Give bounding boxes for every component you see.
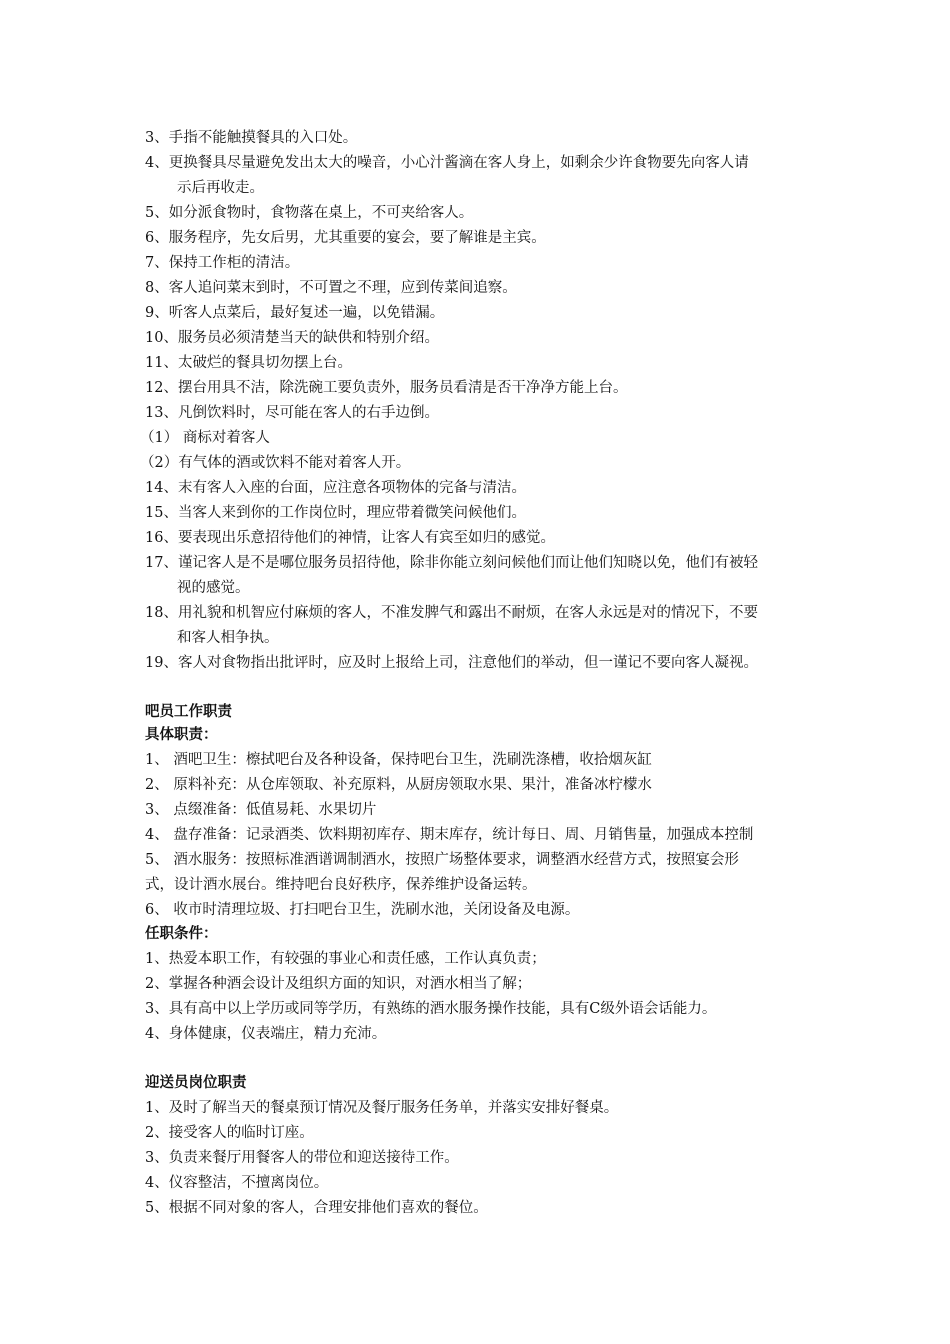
bar-requirement-4: 4、身体健康，仪表端庄，精力充沛。 xyxy=(145,1026,387,1042)
rule-item-14: 14、末有客人入座的台面，应注意各项物体的完备与清洁。 xyxy=(145,480,526,496)
rule-item-10: 10、服务员必须清楚当天的缺供和特别介绍。 xyxy=(145,330,439,346)
rule-item-4: 4、更换餐具尽量避免发出太大的噪音，小心汁酱滴在客人身上，如剩余少许食物要先向客人请 xyxy=(145,155,749,171)
rule-item-3: 3、手指不能触摸餐具的入口处。 xyxy=(145,130,358,146)
bar-duty-5-continued: 式，设计酒水展台。维持吧台良好秩序，保养维护设备运转。 xyxy=(145,877,537,893)
bar-duties-heading: 具体职责： xyxy=(145,727,218,743)
bar-requirement-2: 2、掌握各种酒会设计及组织方面的知识，对酒水相当了解； xyxy=(145,976,532,992)
greeter-item-2: 2、接受客人的临时订座。 xyxy=(145,1125,314,1141)
rule-item-9: 9、听客人点菜后，最好复述一遍，以免错漏。 xyxy=(145,305,445,321)
bar-duty-1: 1、 酒吧卫生：檫拭吧台及各种设备，保持吧台卫生，洗刷洗涤槽，收拾烟灰缸 xyxy=(145,752,652,768)
bar-requirement-3: 3、具有高中以上学历或同等学历，有熟练的酒水服务操作技能，具有C级外语会话能力。 xyxy=(145,1001,717,1017)
rule-item-18: 18、用礼貌和机智应付麻烦的客人，不准发脾气和露出不耐烦，在客人永远是对的情况下，不要 xyxy=(145,605,758,621)
rule-item-4-continued: 示后再收走。 xyxy=(177,180,264,196)
bar-duty-2: 2、 原料补充：从仓库领取、补充原料，从厨房领取水果、果汁，准备冰柠檬水 xyxy=(145,777,652,793)
greeter-item-5: 5、根据不同对象的客人，合理安排他们喜欢的餐位。 xyxy=(145,1200,488,1216)
rule-item-12: 12、摆台用具不洁，除洗碗工要负责外，服务员看清是否干净净方能上台。 xyxy=(145,380,628,396)
rule-item-15: 15、当客人来到你的工作岗位时，理应带着微笑问候他们。 xyxy=(145,505,526,521)
bar-duty-5: 5、 酒水服务：按照标准酒谱调制酒水，按照广场整体要求，调整酒水经营方式，按照宴会形 xyxy=(145,852,739,868)
bar-section-title: 吧员工作职责 xyxy=(145,704,232,720)
greeter-item-3: 3、负责来餐厅用餐客人的带位和迎送接待工作。 xyxy=(145,1150,459,1166)
bar-duty-4: 4、 盘存准备：记录酒类、饮料期初库存、期末库存，统计每日、周、月销售量，加强成本控制 xyxy=(145,827,754,843)
rule-item-19: 19、客人对食物指出批评时，应及时上报给上司，注意他们的举动，但一谨记不要向客人凝视。 xyxy=(145,655,758,671)
greeter-section-title: 迎送员岗位职责 xyxy=(145,1075,247,1091)
rule-item-17-continued: 视的感觉。 xyxy=(177,580,250,596)
rule-item-13-sub-2: （2）有气体的酒或饮料不能对着客人开。 xyxy=(140,455,411,471)
rule-item-18-continued: 和客人相争执。 xyxy=(177,630,279,646)
bar-requirement-1: 1、热爱本职工作，有较强的事业心和责任感，工作认真负责； xyxy=(145,951,546,967)
bar-duty-3: 3、 点缀准备：低值易耗、水果切片 xyxy=(145,802,377,818)
greeter-item-1: 1、及时了解当天的餐桌预订情况及餐厅服务任务单，并落实安排好餐桌。 xyxy=(145,1100,619,1116)
rule-item-13: 13、凡倒饮料时，尽可能在客人的右手边倒。 xyxy=(145,405,439,421)
rule-item-13-sub-1: （1） 商标对着客人 xyxy=(140,430,270,446)
rule-item-16: 16、要表现出乐意招待他们的神情，让客人有宾至如归的感觉。 xyxy=(145,530,555,546)
rule-item-7: 7、保持工作柜的清洁。 xyxy=(145,255,300,271)
rule-item-17: 17、谨记客人是不是哪位服务员招待他，除非你能立刻问候他们而让他们知晓以免，他们有被轻 xyxy=(145,555,758,571)
rule-item-6: 6、服务程序，先女后男，尤其重要的宴会，要了解谁是主宾。 xyxy=(145,230,546,246)
bar-requirements-heading: 任职条件： xyxy=(145,926,218,942)
bar-duty-6: 6、 收市时清理垃圾、打扫吧台卫生，洗刷水池，关闭设备及电源。 xyxy=(145,902,580,918)
rule-item-11: 11、太破烂的餐具切勿摆上台。 xyxy=(145,355,352,371)
greeter-item-4: 4、仪容整洁，不擅离岗位。 xyxy=(145,1175,329,1191)
rule-item-8: 8、客人追问菜末到时，不可置之不理，应到传菜间追察。 xyxy=(145,280,517,296)
rule-item-5: 5、如分派食物时，食物落在桌上，不可夹给客人。 xyxy=(145,205,474,221)
